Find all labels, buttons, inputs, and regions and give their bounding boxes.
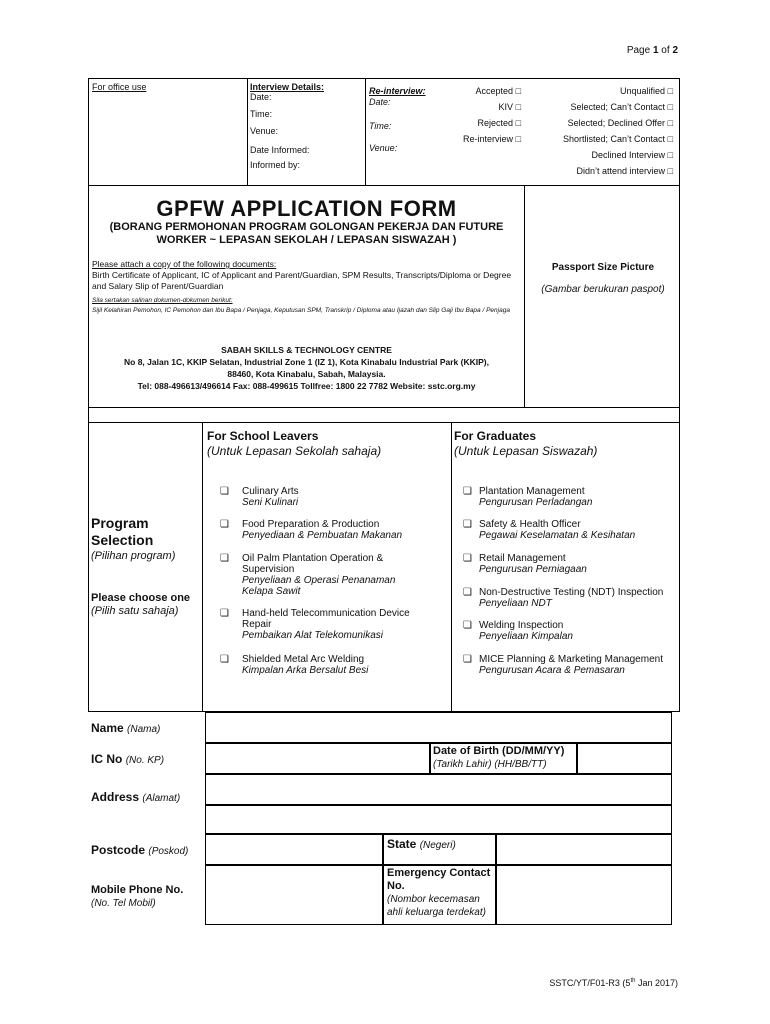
checkbox-icon[interactable]: ❏ xyxy=(220,553,229,564)
passport-photo-label: Passport Size Picture xyxy=(551,262,655,273)
title-section xyxy=(88,186,680,408)
interview-details: Interview Details: Date: Time: Venue: Date Informed: Informed by: xyxy=(250,82,325,170)
program-option-culinary-arts[interactable]: ❏ Culinary Arts Seni Kulinari xyxy=(220,486,299,508)
checkbox-rejected[interactable]: Rejected □ xyxy=(429,119,521,135)
checkbox-unqualified[interactable]: Unqualified □ xyxy=(529,87,673,103)
emergency-label: Emergency Contact No. (Nombor kecemasan ahli keluarga terdekat) xyxy=(387,867,491,918)
reinterview-details: Re-interview: Date: Time: Venue: xyxy=(369,86,426,153)
mobile-label: Mobile Phone No. (No. Tel Mobil) xyxy=(91,884,184,909)
program-option-retail-mgmt[interactable]: ❏ Retail Management Pengurusan Perniagaan xyxy=(463,553,587,575)
program-option-food-preparation[interactable]: ❏ Food Preparation & Production Penyediaan & Pembuatan Makanan xyxy=(220,519,403,541)
form-code-footer: SSTC/YT/F01-R3 (5th Jan 2017) xyxy=(549,978,678,988)
status-options-right xyxy=(529,87,673,183)
attach-instructions-ms: Sila sertakan salinan dokumen-dokumen berikut: Sijil Kelahiran Pemohon, IC Pemohon dan Ibu Bapa / Penjaga, Keputusan SPM, Transkrip / Diploma atau Ijazah dan Slip Gaji Ibu Bapa / Penjaga xyxy=(92,297,510,314)
page-number: Page 1 of 2 xyxy=(626,45,678,56)
address-field-line2[interactable] xyxy=(205,805,672,834)
program-option-safety-health[interactable]: ❏ Safety & Health Officer Pegawai Keselamatan & Kesihatan xyxy=(463,519,636,541)
checkbox-icon[interactable]: ❏ xyxy=(220,608,229,619)
graduates-heading-ms: (Untuk Lepasan Siswazah) xyxy=(454,444,598,458)
emergency-field[interactable] xyxy=(496,865,672,925)
name-field[interactable] xyxy=(205,712,672,743)
program-selection-title-ms: (Pilihan program) xyxy=(91,550,176,562)
postcode-field[interactable] xyxy=(205,834,383,865)
passport-photo-label-ms: (Gambar berukuran paspot) xyxy=(541,284,665,295)
status-options-middle xyxy=(429,87,521,151)
checkbox-accepted[interactable]: Accepted □ xyxy=(429,87,521,103)
dob-label: Date of Birth (DD/MM/YY) (Tarikh Lahir) (HH/BB/TT) xyxy=(433,745,565,770)
address-label: Address (Alamat) xyxy=(91,790,181,804)
ic-label: IC No (No. KP) xyxy=(91,752,165,766)
checkbox-reinterview[interactable]: Re-interview □ xyxy=(429,135,521,151)
centre-address: SABAH SKILLS & TECHNOLOGY CENTRE No 8, Jalan 1C, KKIP Selatan, Industrial Zone 1 (IZ 1), Kota Kinabalu Industrial Park (KKIP), 88460, Kota Kinabalu, Sabah, Malaysia. Tel: 088-496613/496614 Fax: 088-499615 Tollfree: 1800 22 7782 Website: sstc.org.my xyxy=(124,345,489,391)
postcode-label: Postcode (Poskod) xyxy=(91,843,189,857)
program-option-telecom-repair[interactable]: ❏ Hand-held Telecommunication Device Repair Pembaikan Alat Telekomunikasi xyxy=(220,608,410,641)
address-field-line1[interactable] xyxy=(205,774,672,805)
program-selection-title: Program Selection xyxy=(91,515,154,548)
office-use-label: For office use xyxy=(92,82,147,92)
checkbox-shortlisted[interactable]: Shortlisted; Can’t Contact □ xyxy=(529,135,673,151)
checkbox-icon[interactable]: ❏ xyxy=(220,654,229,665)
checkbox-didnt-attend[interactable]: Didn’t attend interview □ xyxy=(529,167,673,183)
checkbox-declined-interview[interactable]: Declined Interview □ xyxy=(529,151,673,167)
form-subtitle: (BORANG PERMOHONAN PROGRAM GOLONGAN PEKERJA DAN FUTURE WORKER ~ LEPASAN SEKOLAH / LEPASAN SISWAZAH ) xyxy=(109,221,504,246)
school-leavers-heading-ms: (Untuk Lepasan Sekolah sahaja) xyxy=(207,444,382,458)
dob-field[interactable] xyxy=(577,743,672,774)
office-use-box xyxy=(88,78,680,186)
checkbox-icon[interactable]: ❏ xyxy=(463,654,472,665)
checkbox-selected-cant-contact[interactable]: Selected; Can’t Contact □ xyxy=(529,103,673,119)
program-option-plantation-mgmt[interactable]: ❏ Plantation Management Pengurusan Perladangan xyxy=(463,486,593,508)
mobile-field[interactable] xyxy=(205,865,383,925)
attach-instructions: Please attach a copy of the following documents: Birth Certificate of Applicant, IC of Applicant and Parent/Guardian, SPM Results, Transcripts/Diploma or Degree and Salary Slip of Parent/Guardian xyxy=(92,259,512,291)
checkbox-icon[interactable]: ❏ xyxy=(463,620,472,631)
checkbox-icon[interactable]: ❏ xyxy=(220,486,229,497)
choose-one-label: Please choose one xyxy=(91,592,191,604)
school-leavers-heading: For School Leavers xyxy=(207,429,319,443)
program-option-smaw[interactable]: ❏ Shielded Metal Arc Welding Kimpalan Arka Bersalut Besi xyxy=(220,654,369,676)
checkbox-icon[interactable]: ❏ xyxy=(463,553,472,564)
checkbox-selected-declined[interactable]: Selected; Declined Offer □ xyxy=(529,119,673,135)
form-title: GPFW APPLICATION FORM xyxy=(156,196,457,221)
program-option-mice[interactable]: ❏ MICE Planning & Marketing Management Pengurusan Acara & Pemasaran xyxy=(463,654,663,676)
state-label: State (Negeri) xyxy=(387,837,456,851)
checkbox-icon[interactable]: ❏ xyxy=(463,587,472,598)
choose-one-label-ms: (Pilih satu sahaja) xyxy=(91,605,179,617)
checkbox-kiv[interactable]: KIV □ xyxy=(429,103,521,119)
checkbox-icon[interactable]: ❏ xyxy=(463,486,472,497)
program-option-welding-inspection[interactable]: ❏ Welding Inspection Penyeliaan Kimpalan xyxy=(463,620,573,642)
state-field[interactable] xyxy=(496,834,672,865)
graduates-heading: For Graduates xyxy=(454,429,537,443)
checkbox-icon[interactable]: ❏ xyxy=(220,519,229,530)
checkbox-icon[interactable]: ❏ xyxy=(463,519,472,530)
ic-field[interactable] xyxy=(205,743,430,774)
program-option-oil-palm[interactable]: ❏ Oil Palm Plantation Operation & Supervision Penyeliaan & Operasi Penanaman Kelapa Sawit xyxy=(220,553,396,597)
name-label: Name (Nama) xyxy=(91,721,161,735)
program-option-ndt[interactable]: ❏ Non-Destructive Testing (NDT) Inspection Penyeliaan NDT xyxy=(463,587,664,609)
